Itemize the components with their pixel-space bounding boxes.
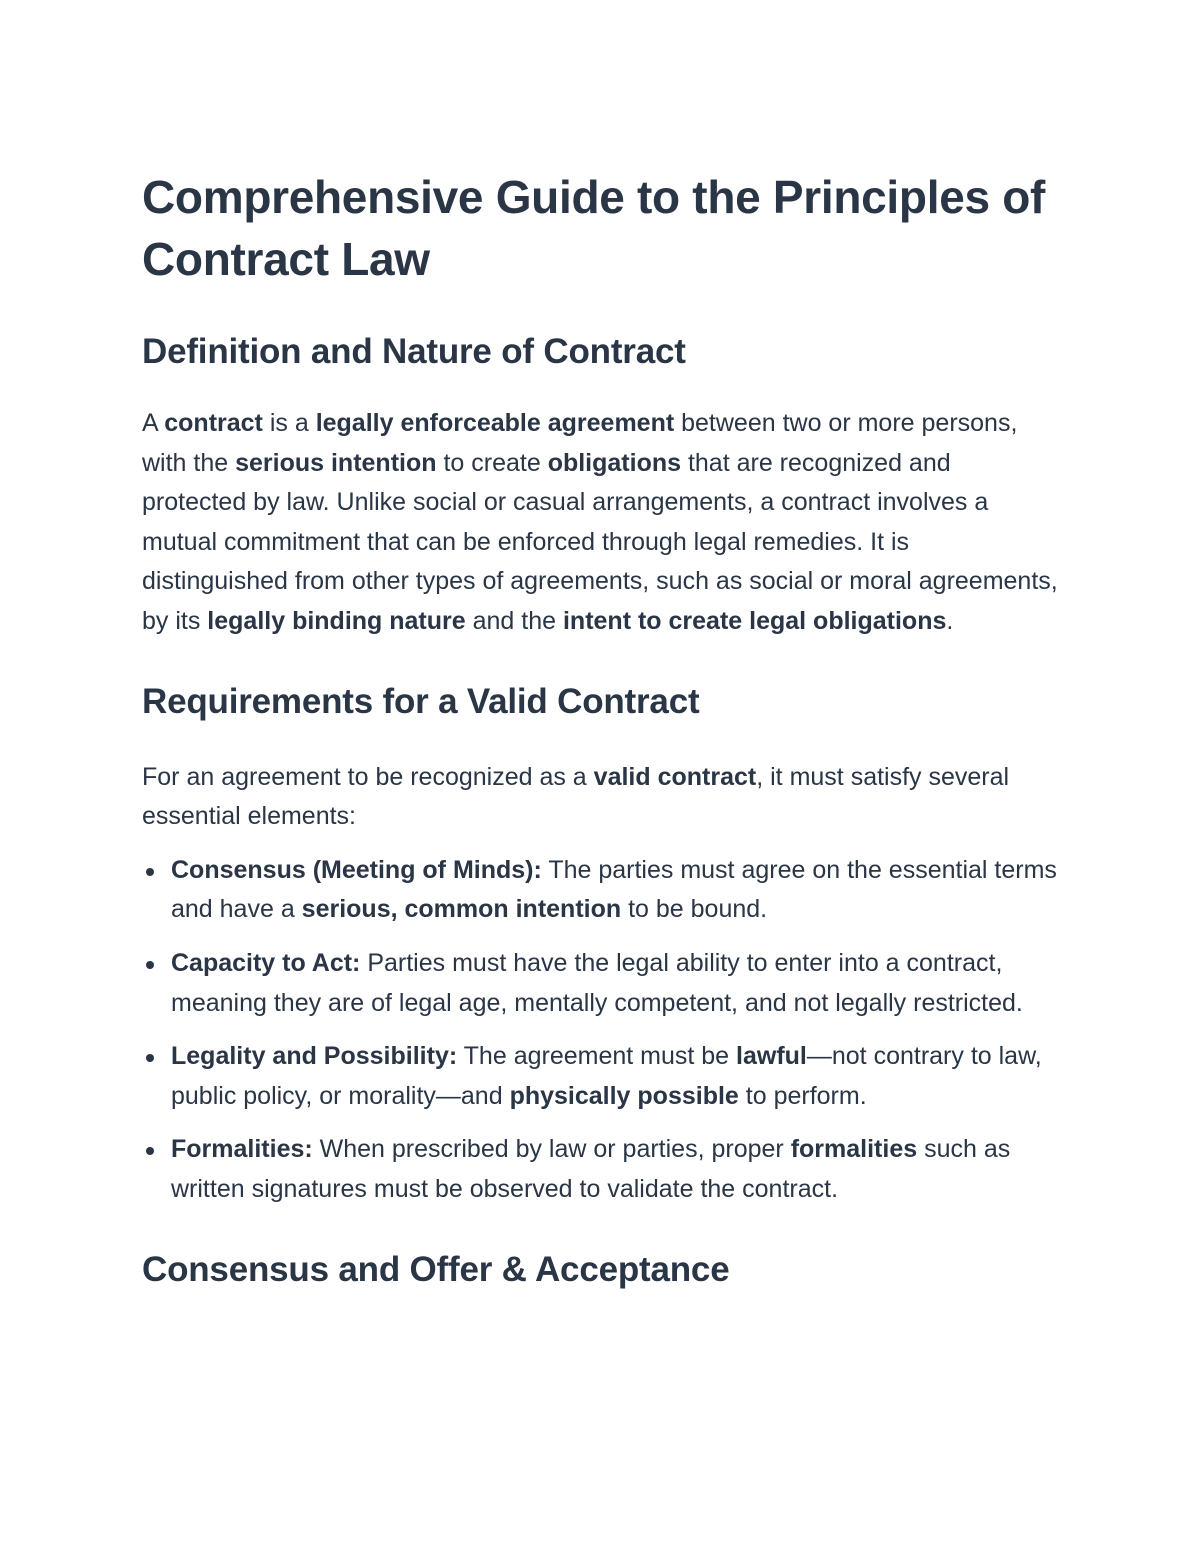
list-item-capacity: Capacity to Act: Parties must have the legal ability to enter into a contract, meaning they are of legal age, mentally competent, and not legally restricted. bbox=[142, 944, 1060, 1023]
bullet-icon bbox=[146, 868, 154, 876]
bullet-icon bbox=[146, 1147, 154, 1155]
list-item-formalities: Formalities: When prescribed by law or parties, proper formalities such as written signatures must be observed to validate the contract. bbox=[142, 1130, 1060, 1209]
requirements-intro-paragraph: For an agreement to be recognized as a valid contract, it must satisfy several essential elements: bbox=[142, 762, 1010, 831]
list-item-legality: Legality and Possibility: The agreement must be lawful—not contrary to law, public policy, or morality—and physically possible to perform. bbox=[142, 1037, 1060, 1116]
page-title: Comprehensive Guide to the Principles of Contract Law bbox=[142, 171, 1046, 285]
definition-paragraph: A contract is a legally enforceable agreement between two or more persons, with the serious intention to create obligations that are recognized and protected by law. Unlike social or casual arrangements, a contract involves a mutual commitment that can be enforced through legal remedies. It is distinguished from other types of agreements, such as social or moral agreements, by its legally binding nature and the intent to create legal obligations. bbox=[142, 409, 1058, 635]
section-heading-consensus: Consensus and Offer & Acceptance bbox=[142, 1249, 730, 1289]
section-heading-definition: Definition and Nature of Contract bbox=[142, 332, 686, 371]
bullet-icon bbox=[146, 961, 154, 969]
bullet-icon bbox=[146, 1054, 154, 1062]
requirements-list bbox=[142, 851, 1060, 1210]
list-item-consensus: Consensus (Meeting of Minds): The parties must agree on the essential terms and have a serious, common intention to be bound. bbox=[142, 851, 1060, 930]
section-heading-requirements: Requirements for a Valid Contract bbox=[142, 681, 700, 721]
